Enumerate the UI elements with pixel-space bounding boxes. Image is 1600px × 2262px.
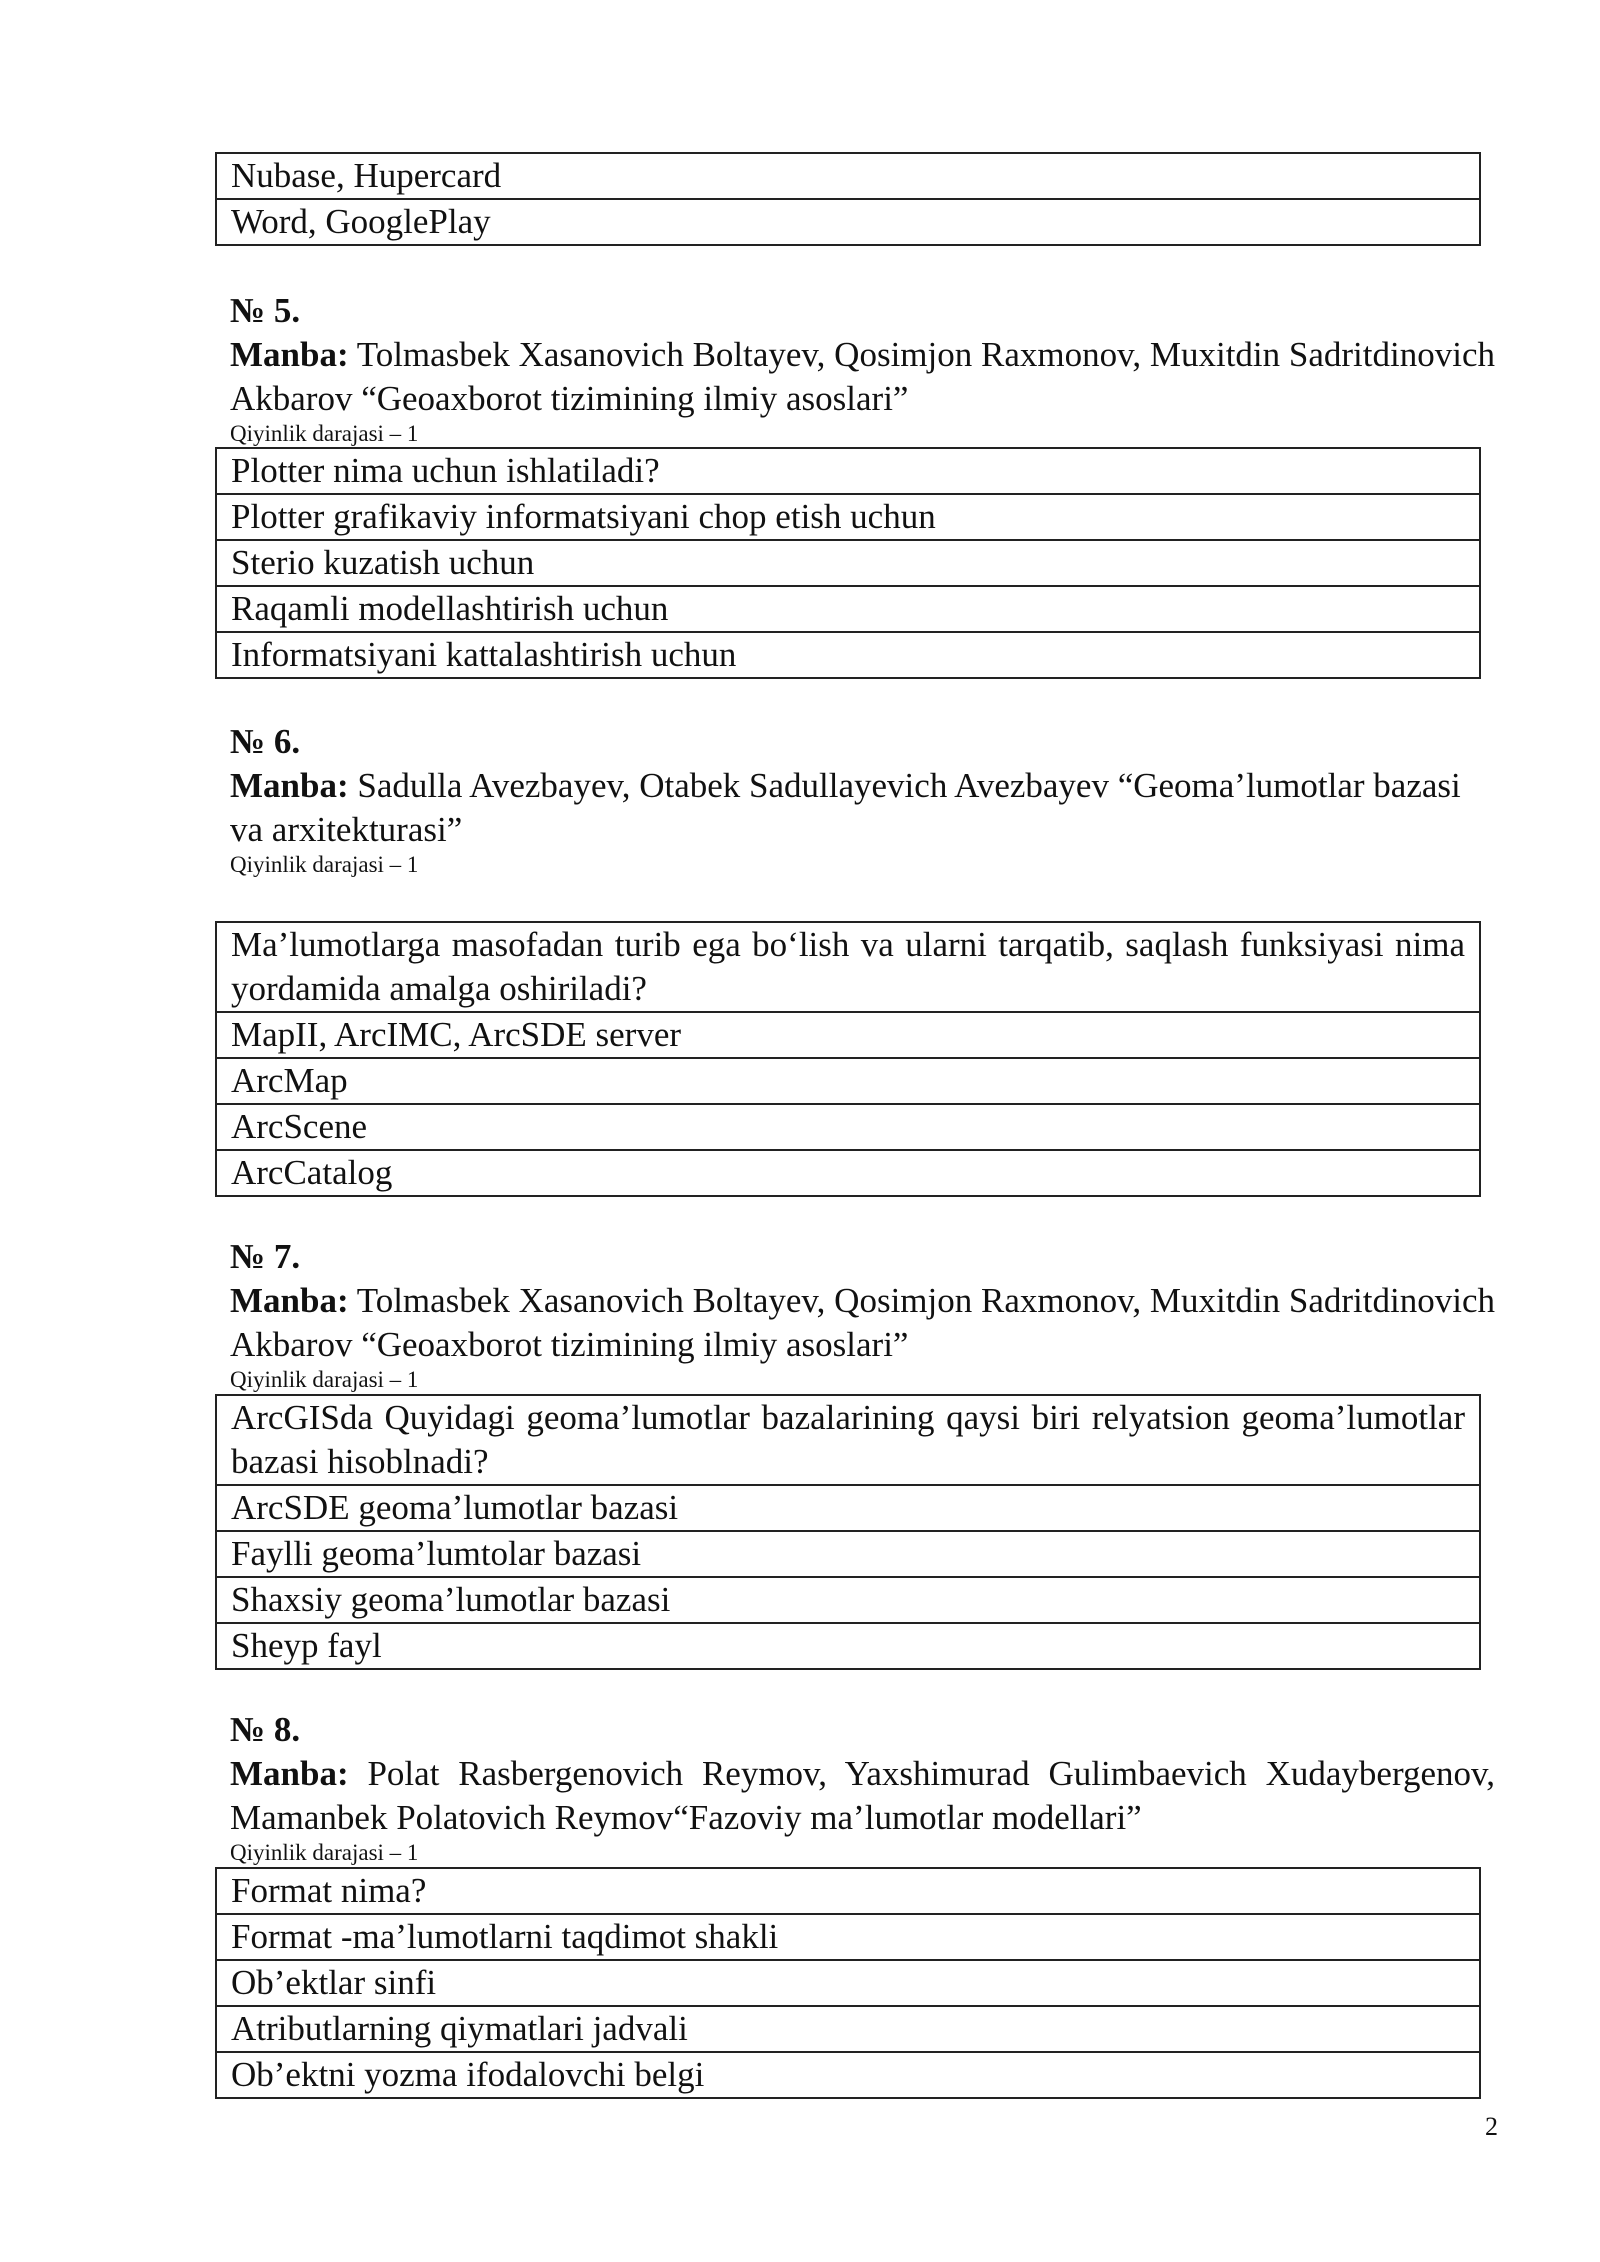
table-row: [216, 1868, 1480, 1914]
table-row: [216, 1395, 1480, 1485]
source-text: Tolmasbek Xasanovich Boltayev, Qosimjon Raxmonov, Muxitdin Sadritdinovich Akbarov “Geoaxborot tizimining ilmiy asoslari”: [230, 335, 1495, 418]
source-label: Manba:: [230, 335, 349, 374]
q6-header: [230, 720, 1495, 878]
table-row: [216, 540, 1480, 586]
answer-cell: ArcSDE geoma’lumotlar bazasi: [216, 1485, 1480, 1531]
answer-cell: Sterio kuzatish uchun: [216, 540, 1480, 586]
table-row: [216, 1914, 1480, 1960]
q4-answer-table: [215, 152, 1481, 246]
source-label: Manba:: [230, 1754, 349, 1793]
source-text: Polat Rasbergenovich Reymov, Yaxshimurad Gulimbaevich Xudaybergenov, Mamanbek Polatovich Reymov“Fazoviy ma’lumotlar modellari”: [230, 1754, 1495, 1837]
q6-table: [215, 921, 1481, 1197]
source-line-continued: va arxitekturasi”: [230, 810, 463, 849]
answer-cell: Word, GooglePlay: [216, 199, 1480, 245]
answer-cell: MapII, ArcIMC, ArcSDE server: [216, 1012, 1480, 1058]
difficulty-level: Qiyinlik darajasi – 1: [230, 1367, 419, 1392]
answer-cell: ArcScene: [216, 1104, 1480, 1150]
q7-table: [215, 1394, 1481, 1670]
table-row: [216, 1485, 1480, 1531]
q8-table: [215, 1867, 1481, 2099]
source-line: [230, 1279, 1495, 1367]
answer-cell: ArcMap: [216, 1058, 1480, 1104]
table-row: [216, 1104, 1480, 1150]
question-cell: ArcGISda Quyidagi geoma’lumotlar bazalarining qaysi biri relyatsion geoma’lumotlar bazasi hisoblnadi?: [216, 1395, 1480, 1485]
table-row: [216, 1623, 1480, 1669]
table-row: [216, 1150, 1480, 1196]
answer-cell: Informatsiyani kattalashtirish uchun: [216, 632, 1480, 678]
answer-cell: Ob’ektlar sinfi: [216, 1960, 1480, 2006]
table-row: [216, 199, 1480, 245]
table-row: [216, 1960, 1480, 2006]
table-row: [216, 1531, 1480, 1577]
page-number: 2: [1485, 2112, 1498, 2141]
question-cell: Plotter nima uchun ishlatiladi?: [216, 448, 1480, 494]
answer-cell: Sheyp fayl: [216, 1623, 1480, 1669]
source-label: Manba:: [230, 1281, 349, 1320]
table-row: [216, 632, 1480, 678]
source-line: [230, 333, 1495, 421]
difficulty-level: Qiyinlik darajasi – 1: [230, 852, 419, 877]
q5-table: [215, 447, 1481, 679]
table-row: [216, 2006, 1480, 2052]
answer-cell: Raqamli modellashtirish uchun: [216, 586, 1480, 632]
table-row: [216, 153, 1480, 199]
q7-header: [230, 1235, 1495, 1393]
answer-cell: ArcCatalog: [216, 1150, 1480, 1196]
table-row: [216, 2052, 1480, 2098]
answer-cell: Shaxsiy geoma’lumotlar bazasi: [216, 1577, 1480, 1623]
table-row: [216, 1058, 1480, 1104]
source-line: [230, 1752, 1495, 1840]
question-number: № 8.: [230, 1710, 301, 1749]
table-row: [216, 1012, 1480, 1058]
table-row: [216, 922, 1480, 1012]
answer-cell: Format -ma’lumotlarni taqdimot shakli: [216, 1914, 1480, 1960]
table-row: [216, 448, 1480, 494]
source-line: [230, 764, 1495, 808]
table-row: [216, 494, 1480, 540]
answer-cell: Atributlarning qiymatlari jadvali: [216, 2006, 1480, 2052]
source-text: Tolmasbek Xasanovich Boltayev, Qosimjon Raxmonov, Muxitdin Sadritdinovich Akbarov “Geoaxborot tizimining ilmiy asoslari”: [230, 1281, 1495, 1364]
question-cell: Format nima?: [216, 1868, 1480, 1914]
question-cell: Ma’lumotlarga masofadan turib ega bo‘lish va ularni tarqatib, saqlash funksiyasi nima yordamida amalga oshiriladi?: [216, 922, 1480, 1012]
answer-cell: Ob’ektni yozma ifodalovchi belgi: [216, 2052, 1480, 2098]
q8-header: [230, 1708, 1495, 1866]
question-number: № 6.: [230, 722, 301, 761]
source-text: Sadulla Avezbayev, Otabek Sadullayevich Avezbayev “Geoma’lumotlar bazasi: [348, 766, 1461, 805]
difficulty-level: Qiyinlik darajasi – 1: [230, 1840, 419, 1865]
table-row: [216, 586, 1480, 632]
answer-cell: Faylli geoma’lumtolar bazasi: [216, 1531, 1480, 1577]
question-number: № 5.: [230, 291, 301, 330]
answer-cell: Nubase, Hupercard: [216, 153, 1480, 199]
answer-cell: Plotter grafikaviy informatsiyani chop etish uchun: [216, 494, 1480, 540]
q5-header: [230, 289, 1495, 447]
question-number: № 7.: [230, 1237, 301, 1276]
table-row: [216, 1577, 1480, 1623]
source-label: Manba:: [230, 766, 349, 805]
difficulty-level: Qiyinlik darajasi – 1: [230, 421, 419, 446]
